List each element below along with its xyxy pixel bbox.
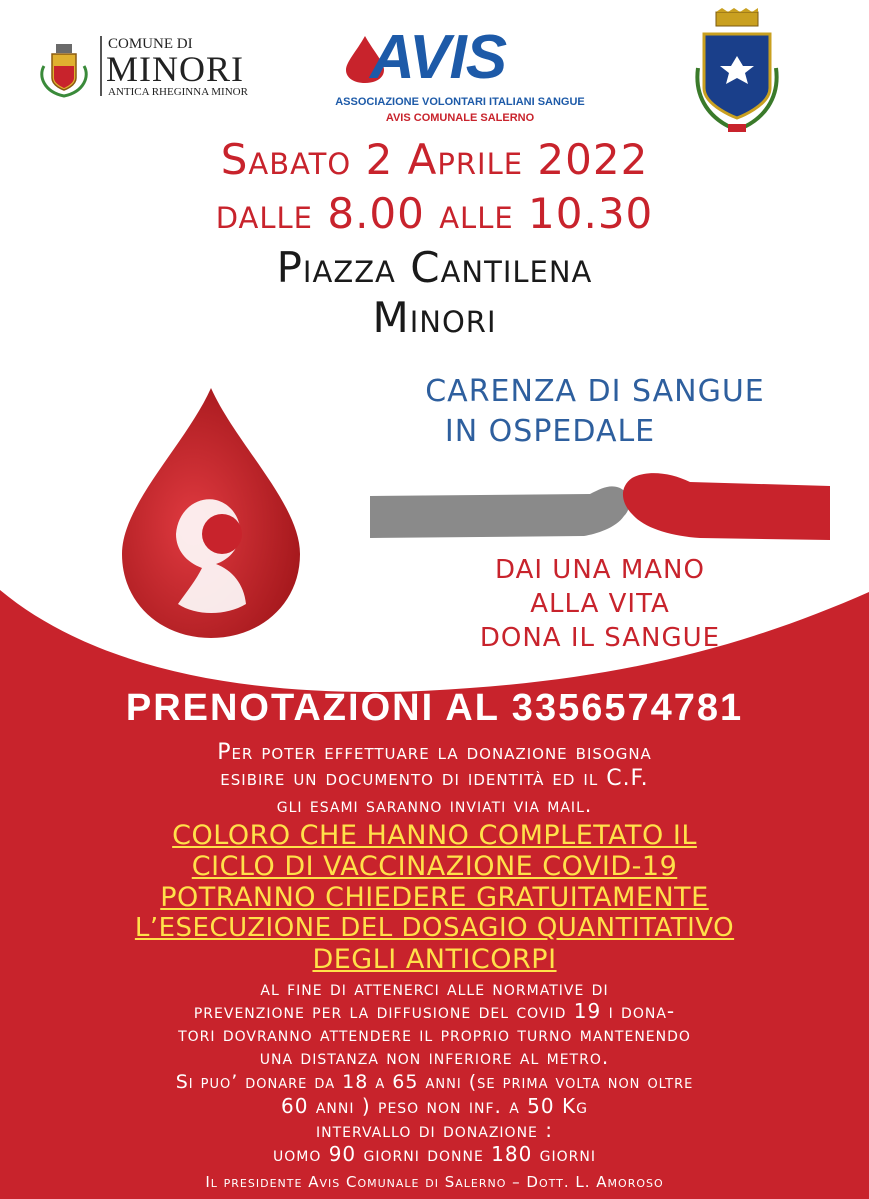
covid-notice-line: COLORO CHE HANNO COMPLETATO IL (172, 820, 697, 851)
comune-name-text: MINORI (106, 49, 244, 89)
pubblica-assistenza-crest-icon (690, 8, 784, 138)
event-town: Minori (372, 293, 497, 342)
rules-line: una distanza non inferiore al metro. (259, 1045, 610, 1069)
event-place: Piazza Cantilena (276, 243, 593, 292)
shortage-line1: CARENZA DI SANGUE (425, 374, 765, 409)
booking-phone: PRENOTAZIONI AL 3356574781 (125, 687, 744, 729)
rules-line: intervallo di donazione : (316, 1118, 553, 1142)
requirements-line: gli esami saranno inviati via mail. (276, 793, 593, 817)
rules-line: prevenzione per la diffusione del covid 19 i dona- (193, 999, 676, 1023)
avis-logo-text: AVIS (370, 23, 507, 92)
requirements-line: esibire un documento di identità ed il C.F. (220, 766, 649, 791)
rules-line: 60 anni ) peso non inf. a 50 Kg (281, 1094, 588, 1118)
blood-drop-mother-child-icon (116, 384, 306, 644)
covid-notice-line: POTRANNO CHIEDERE GRATUITAMENTE (160, 882, 709, 913)
covid-notice-line: L’ESECUZIONE DEL DOSAGIO QUANTITATIVO (134, 913, 735, 943)
avis-tagline: ASSOCIAZIONE VOLONTARI ITALIANI SANGUE (335, 96, 585, 108)
slogan-line2: ALLA VITA (530, 589, 670, 619)
rules-line: uomo 90 giorni donne 180 giorni (272, 1142, 597, 1166)
rules-line: Si puo’ donare da 18 a 65 anni (se prima volta non oltre (175, 1071, 694, 1093)
hands-reaching-icon (370, 458, 830, 558)
slogan-line1: DAI UNA MANO (495, 555, 705, 585)
rules-line: tori dovranno attendere il proprio turno mantenendo (178, 1022, 691, 1046)
signature: Il presidente Avis Comunale di Salerno – Dott. L. Amoroso (205, 1173, 664, 1191)
event-date: Sabato 2 Aprile 2022 (220, 135, 649, 184)
comune-top-text: COMUNE DI (108, 36, 193, 52)
avis-logo (330, 23, 590, 132)
covid-notice-line: DEGLI ANTICORPI (312, 944, 557, 975)
covid-notice-line: CICLO DI VACCINAZIONE COVID-19 (191, 851, 678, 882)
comune-sub-text: ANTICA RHEGINNA MINOR (108, 86, 248, 98)
rules-line: al fine di attenerci alle normative di (260, 976, 609, 1000)
minori-crest-icon (36, 36, 92, 98)
comune-logo (36, 36, 296, 100)
shortage-line2: IN OSPEDALE (444, 414, 656, 449)
avis-comunale: AVIS COMUNALE SALERNO (385, 112, 535, 124)
slogan-line3: DONA IL SANGUE (479, 623, 721, 653)
event-time: dalle 8.00 alle 10.30 (215, 189, 654, 238)
requirements-line: Per poter effettuare la donazione bisogna (217, 740, 652, 765)
